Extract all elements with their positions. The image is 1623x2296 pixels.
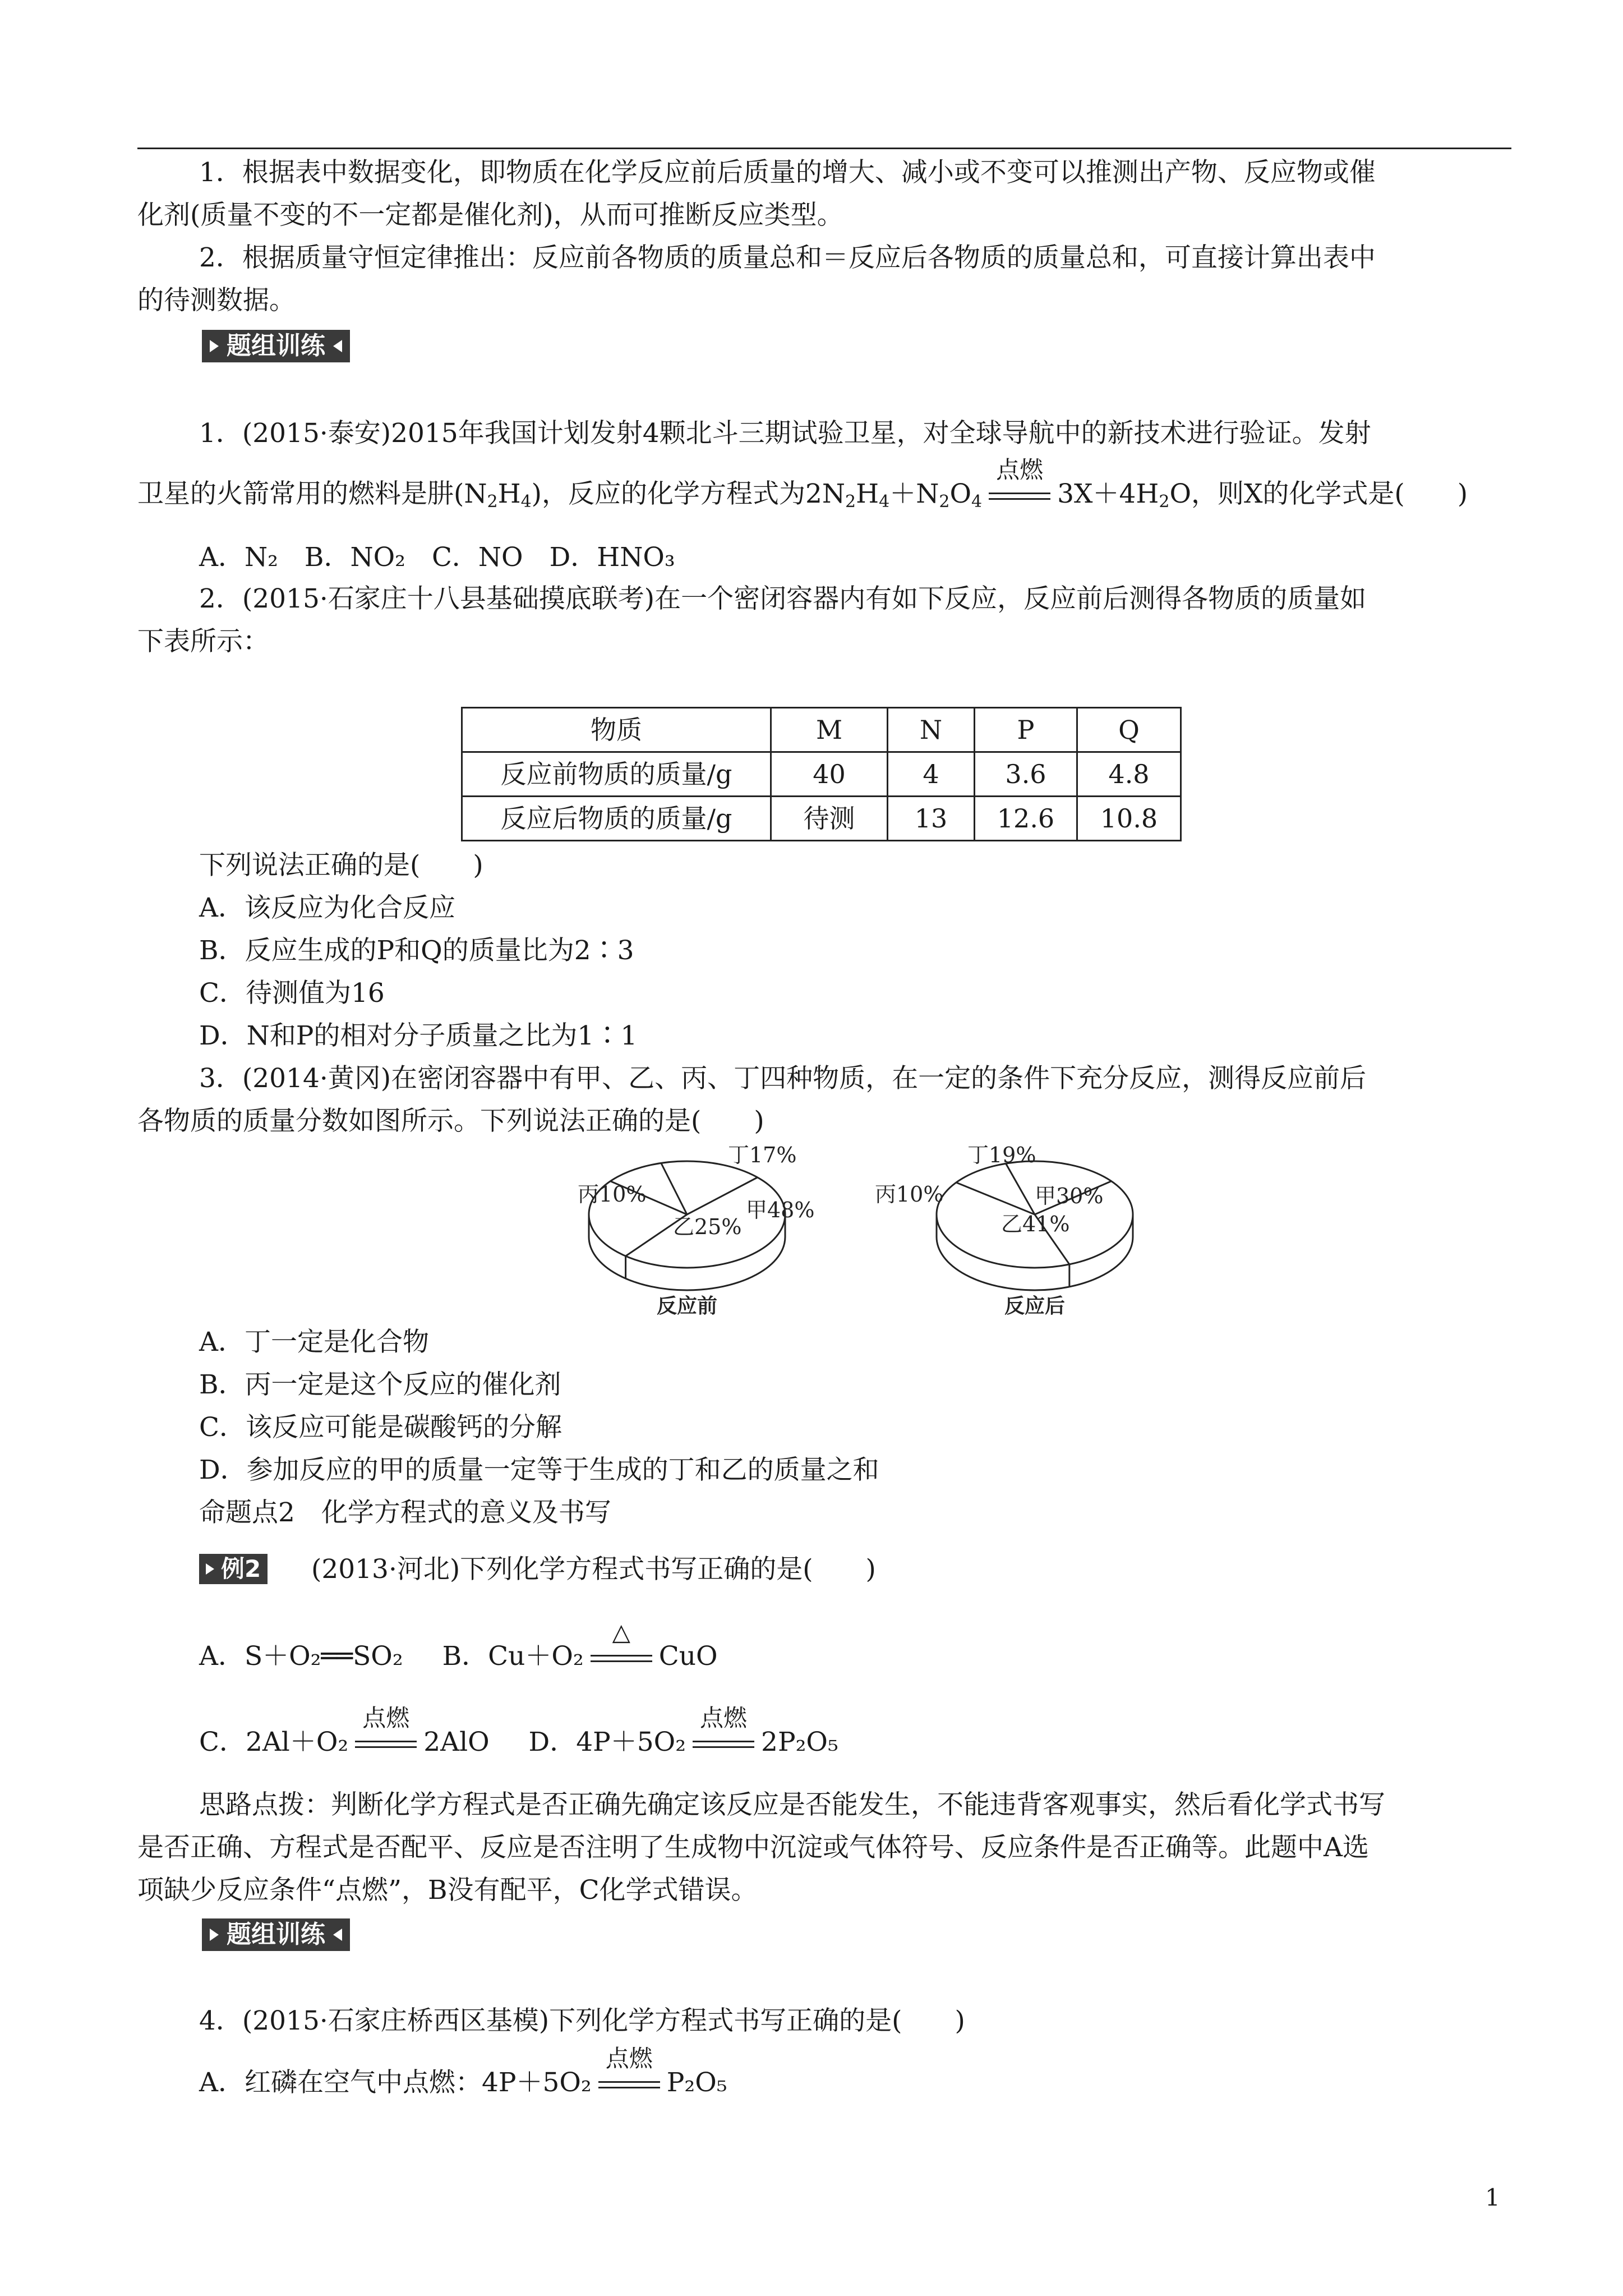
hint-line1: 思路点拨：判断化学方程式是否正确先确定该反应是否能发生，不能违背客观事实，然后看化学式书写 [199, 1789, 1385, 1820]
table-cell: 待测 [771, 797, 888, 841]
triangle-left-icon [333, 1929, 342, 1941]
intro-p1-line1: 1．根据表中数据变化，即物质在化学反应前后质量的增大、减小或不变可以推测出产物、反应物或催 [199, 157, 1376, 188]
table-cell: 4 [888, 752, 975, 797]
example-options-cd [199, 1704, 838, 1764]
q3-line1: 3．(2014·黄冈)在密闭容器中有甲、乙、丙、丁四种物质，在一定的条件下充分反应，测得反应前后 [199, 1063, 1367, 1094]
example-option-d: D．4P＋5O₂ 点燃 2P₂O₅ [528, 1704, 838, 1757]
practice-banner-label: 题组训练 [227, 1920, 325, 1949]
triangle-left-icon [333, 340, 342, 352]
table-cell: 物质 [462, 708, 771, 752]
table-cell: 3.6 [975, 752, 1077, 797]
pie-after-caption: 反应后 [1004, 1294, 1066, 1318]
q2-line2: 下表所示： [137, 626, 269, 657]
table-cell: 反应前物质的质量/g [462, 752, 771, 797]
table-cell: P [975, 708, 1077, 752]
example-banner-label: 例2 [221, 1555, 261, 1582]
table-cell: 13 [888, 797, 975, 841]
q2-option-d: D．N和P的相对分子质量之比为1∶1 [199, 1020, 638, 1051]
table-row [462, 752, 1181, 797]
q1-options: A．N₂ B．NO₂ C．NO D．HNO₃ [199, 542, 675, 573]
reaction-arrow: 点燃 [693, 1733, 754, 1755]
pie-after-label-ding: 丁19% [967, 1143, 1036, 1167]
table-cell: 12.6 [975, 797, 1077, 841]
pie-before-label-bing: 丙10% [578, 1182, 647, 1207]
example-option-c: C．2Al＋O₂ 点燃 2AlO [199, 1704, 490, 1757]
example-options-ab [199, 1618, 718, 1678]
intro-p1-line2: 化剂(质量不变的不一定都是催化剂)，从而可推断反应类型。 [137, 200, 843, 231]
header-rule [137, 148, 1511, 149]
q3-option-c: C．该反应可能是碳酸钙的分解 [199, 1412, 562, 1443]
table-row [462, 797, 1181, 841]
triangle-right-icon [210, 340, 219, 352]
pie-after-label-jia: 甲30% [1035, 1184, 1104, 1208]
pie-after-label-bing: 丙10% [875, 1182, 944, 1207]
hint-line3: 项缺少反应条件“点燃”，B没有配平，C化学式错误。 [137, 1875, 758, 1906]
intro-p2-line1: 2．根据质量守恒定律推出：反应前各物质的质量总和＝反应后各物质的质量总和，可直接计算出表中 [199, 242, 1376, 273]
hint-line2: 是否正确、方程式是否配平、反应是否注明了生成物中沉淀或气体符号、反应条件是否正确等。此题中A选 [137, 1832, 1369, 1863]
table-cell: Q [1077, 708, 1181, 752]
q3-option-b: B．丙一定是这个反应的催化剂 [199, 1369, 561, 1400]
q3-line2: 各物质的质量分数如图所示。下列说法正确的是( ) [137, 1106, 764, 1137]
table-header-row [462, 708, 1181, 752]
example-banner [199, 1554, 268, 1584]
pie-chart-after [875, 1142, 1166, 1321]
table-cell: N [888, 708, 975, 752]
q2-option-c: C．待测值为16 [199, 978, 385, 1009]
table-cell: 反应后物质的质量/g [462, 797, 771, 841]
mass-table [461, 707, 1182, 841]
reaction-arrow: 点燃 [989, 485, 1050, 507]
pie-after-label-yi: 乙41% [1001, 1212, 1070, 1236]
q2-line1: 2．(2015·石家庄十八县基础摸底联考)在一个密闭容器内有如下反应，反应前后测得各物质的质量如 [199, 583, 1367, 614]
q4-stem: 4．(2015·石家庄桥西区基模)下列化学方程式书写正确的是( ) [199, 2005, 965, 2036]
reaction-arrow: △ [591, 1647, 652, 1669]
pie-before-label-jia: 甲48% [746, 1198, 815, 1222]
section-heading: 命题点2 化学方程式的意义及书写 [199, 1497, 611, 1528]
triangle-right-icon [206, 1563, 214, 1575]
example-option-a: A．S＋O₂══SO₂ [199, 1641, 403, 1672]
q4-option-a: A．红磷在空气中点燃：4P＋5O₂ 点燃 P₂O₅ [199, 2045, 727, 2098]
pie-before-label-yi: 乙25% [673, 1214, 742, 1239]
example-option-b: B．Cu＋O₂ △ CuO [442, 1618, 718, 1672]
practice-banner [202, 330, 350, 362]
page-number: 1 [1485, 2184, 1500, 2211]
q2-option-b: B．反应生成的P和Q的质量比为2∶3 [199, 935, 634, 966]
q3-option-a: A．丁一定是化合物 [199, 1327, 429, 1358]
table-cell: 10.8 [1077, 797, 1181, 841]
practice-banner-2 [202, 1918, 350, 1951]
example-stem: (2013·河北)下列化学方程式书写正确的是( ) [311, 1554, 876, 1585]
q1-line2: 卫星的火箭常用的燃料是肼$(N_2H_4)$，反应的化学方程式为$2N_2H_4+N_2O_4$ 点燃 $3X+4H_2O$，则X的化学式是( ) [137, 456, 1468, 512]
pie-before-label-ding: 丁17% [728, 1143, 797, 1167]
reaction-arrow: 点燃 [355, 1733, 417, 1755]
q2-option-a: A．该反应为化合反应 [199, 892, 455, 923]
table-cell: 40 [771, 752, 888, 797]
table-cell: 4.8 [1077, 752, 1181, 797]
table-cell: M [771, 708, 888, 752]
intro-p2-line2: 的待测数据。 [137, 285, 296, 316]
q3-option-d: D．参加反应的甲的质量一定等于生成的丁和乙的质量之和 [199, 1455, 879, 1485]
q1-line1: 1．(2015·泰安)2015年我国计划发射4颗北斗三期试验卫星，对全球导航中的新技术进行验证。发射 [199, 418, 1371, 449]
practice-banner-label: 题组训练 [227, 332, 325, 360]
pie-before-caption: 反应前 [656, 1294, 718, 1318]
reaction-arrow: 点燃 [598, 2073, 660, 2096]
q2-stem: 下列说法正确的是( ) [199, 850, 483, 881]
triangle-right-icon [210, 1929, 219, 1941]
